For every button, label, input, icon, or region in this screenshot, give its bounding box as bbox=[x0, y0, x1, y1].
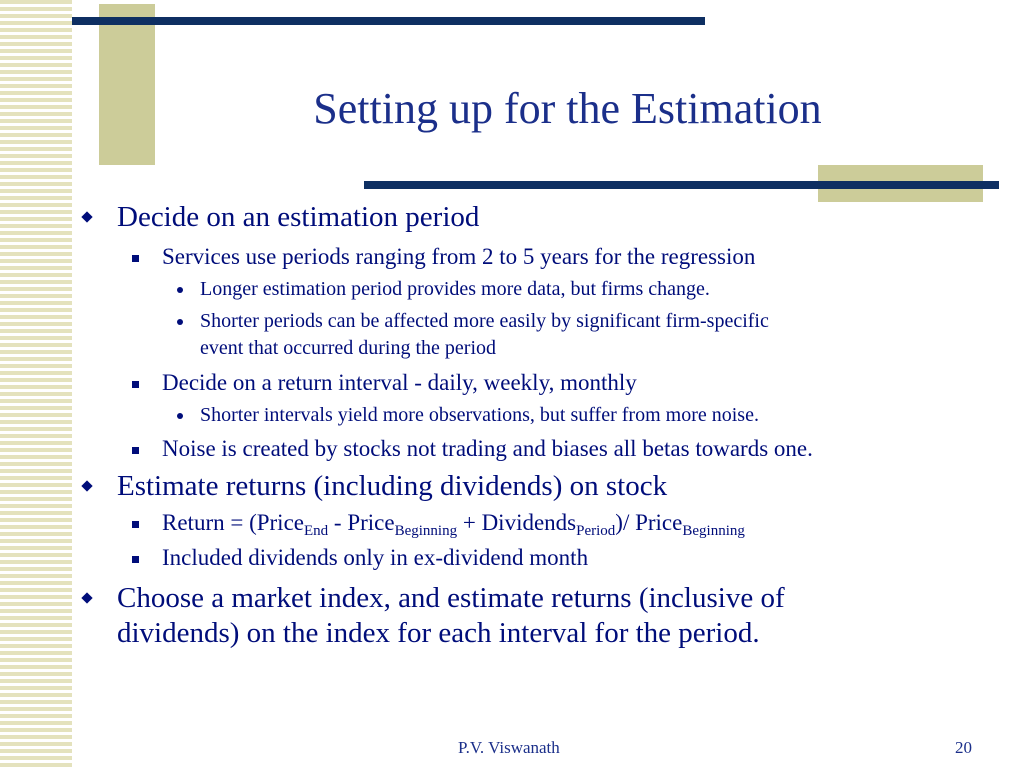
square-bullet-icon bbox=[132, 255, 139, 262]
bullet-level1 bbox=[80, 581, 1000, 651]
bullet-text-line: Choose a market index, and estimate returns (inclusive of bbox=[117, 582, 785, 614]
formula-subscript: Beginning bbox=[394, 523, 458, 539]
top-rule bbox=[72, 17, 705, 25]
diamond-bullet-icon bbox=[81, 211, 92, 222]
bullet-text: Longer estimation period provides more data, but firms change. bbox=[200, 278, 710, 300]
bullet-level1 bbox=[80, 200, 1000, 235]
square-bullet-icon bbox=[132, 556, 139, 563]
round-bullet-icon bbox=[177, 413, 183, 419]
page-number: 20 bbox=[955, 738, 972, 757]
bullet-text: Estimate returns (including dividends) on stock bbox=[117, 470, 668, 502]
slide-body bbox=[80, 200, 1000, 651]
bullet-text-line: event that occurred during the period bbox=[200, 337, 496, 359]
diamond-bullet-icon bbox=[81, 480, 92, 491]
bullet-level3 bbox=[80, 276, 1000, 303]
bullet-level3 bbox=[80, 308, 1000, 362]
bullet-text: Services use periods ranging from 2 to 5 years for the regression bbox=[162, 244, 756, 269]
bullet-text-line: dividends) on the index for each interval for the period. bbox=[117, 617, 760, 649]
formula-subscript: End bbox=[304, 523, 329, 539]
formula-subscript: Beginning bbox=[682, 523, 745, 539]
bullet-level2 bbox=[80, 544, 1000, 572]
bullet-level3 bbox=[80, 402, 1000, 429]
bullet-level2-formula bbox=[80, 509, 1000, 537]
bullet-text-line: Shorter periods can be affected more easily by significant firm-specific bbox=[200, 310, 769, 332]
bullet-text: Noise is created by stocks not trading and biases all betas towards one. bbox=[162, 436, 813, 461]
bullet-text: Shorter intervals yield more observations, but suffer from more noise. bbox=[200, 404, 759, 426]
title-accent-block bbox=[99, 4, 155, 165]
square-bullet-icon bbox=[132, 381, 139, 388]
formula-text: Return = (Price bbox=[162, 510, 304, 535]
bullet-level2 bbox=[80, 369, 1000, 397]
diamond-bullet-icon bbox=[81, 592, 92, 603]
footer-author: P.V. Viswanath bbox=[458, 738, 560, 757]
square-bullet-icon bbox=[132, 521, 139, 528]
bullet-text: Decide on a return interval - daily, weekly, monthly bbox=[162, 370, 637, 395]
formula-subscript: Period bbox=[576, 523, 616, 539]
bullet-level2 bbox=[80, 435, 1000, 463]
round-bullet-icon bbox=[177, 287, 183, 293]
formula-text: - Price bbox=[328, 510, 395, 535]
bottom-rule bbox=[364, 181, 999, 189]
square-bullet-icon bbox=[132, 447, 139, 454]
left-stripe-decoration bbox=[0, 0, 72, 768]
bullet-text: Included dividends only in ex-dividend month bbox=[162, 545, 589, 570]
bullet-level1 bbox=[80, 469, 1000, 504]
formula-text: )/ Price bbox=[615, 510, 683, 535]
bullet-text: Decide on an estimation period bbox=[117, 201, 480, 233]
formula-text: + Dividends bbox=[457, 510, 577, 535]
bullet-level2 bbox=[80, 243, 1000, 271]
round-bullet-icon bbox=[177, 319, 183, 325]
slide-title: Setting up for the Estimation bbox=[313, 84, 822, 133]
